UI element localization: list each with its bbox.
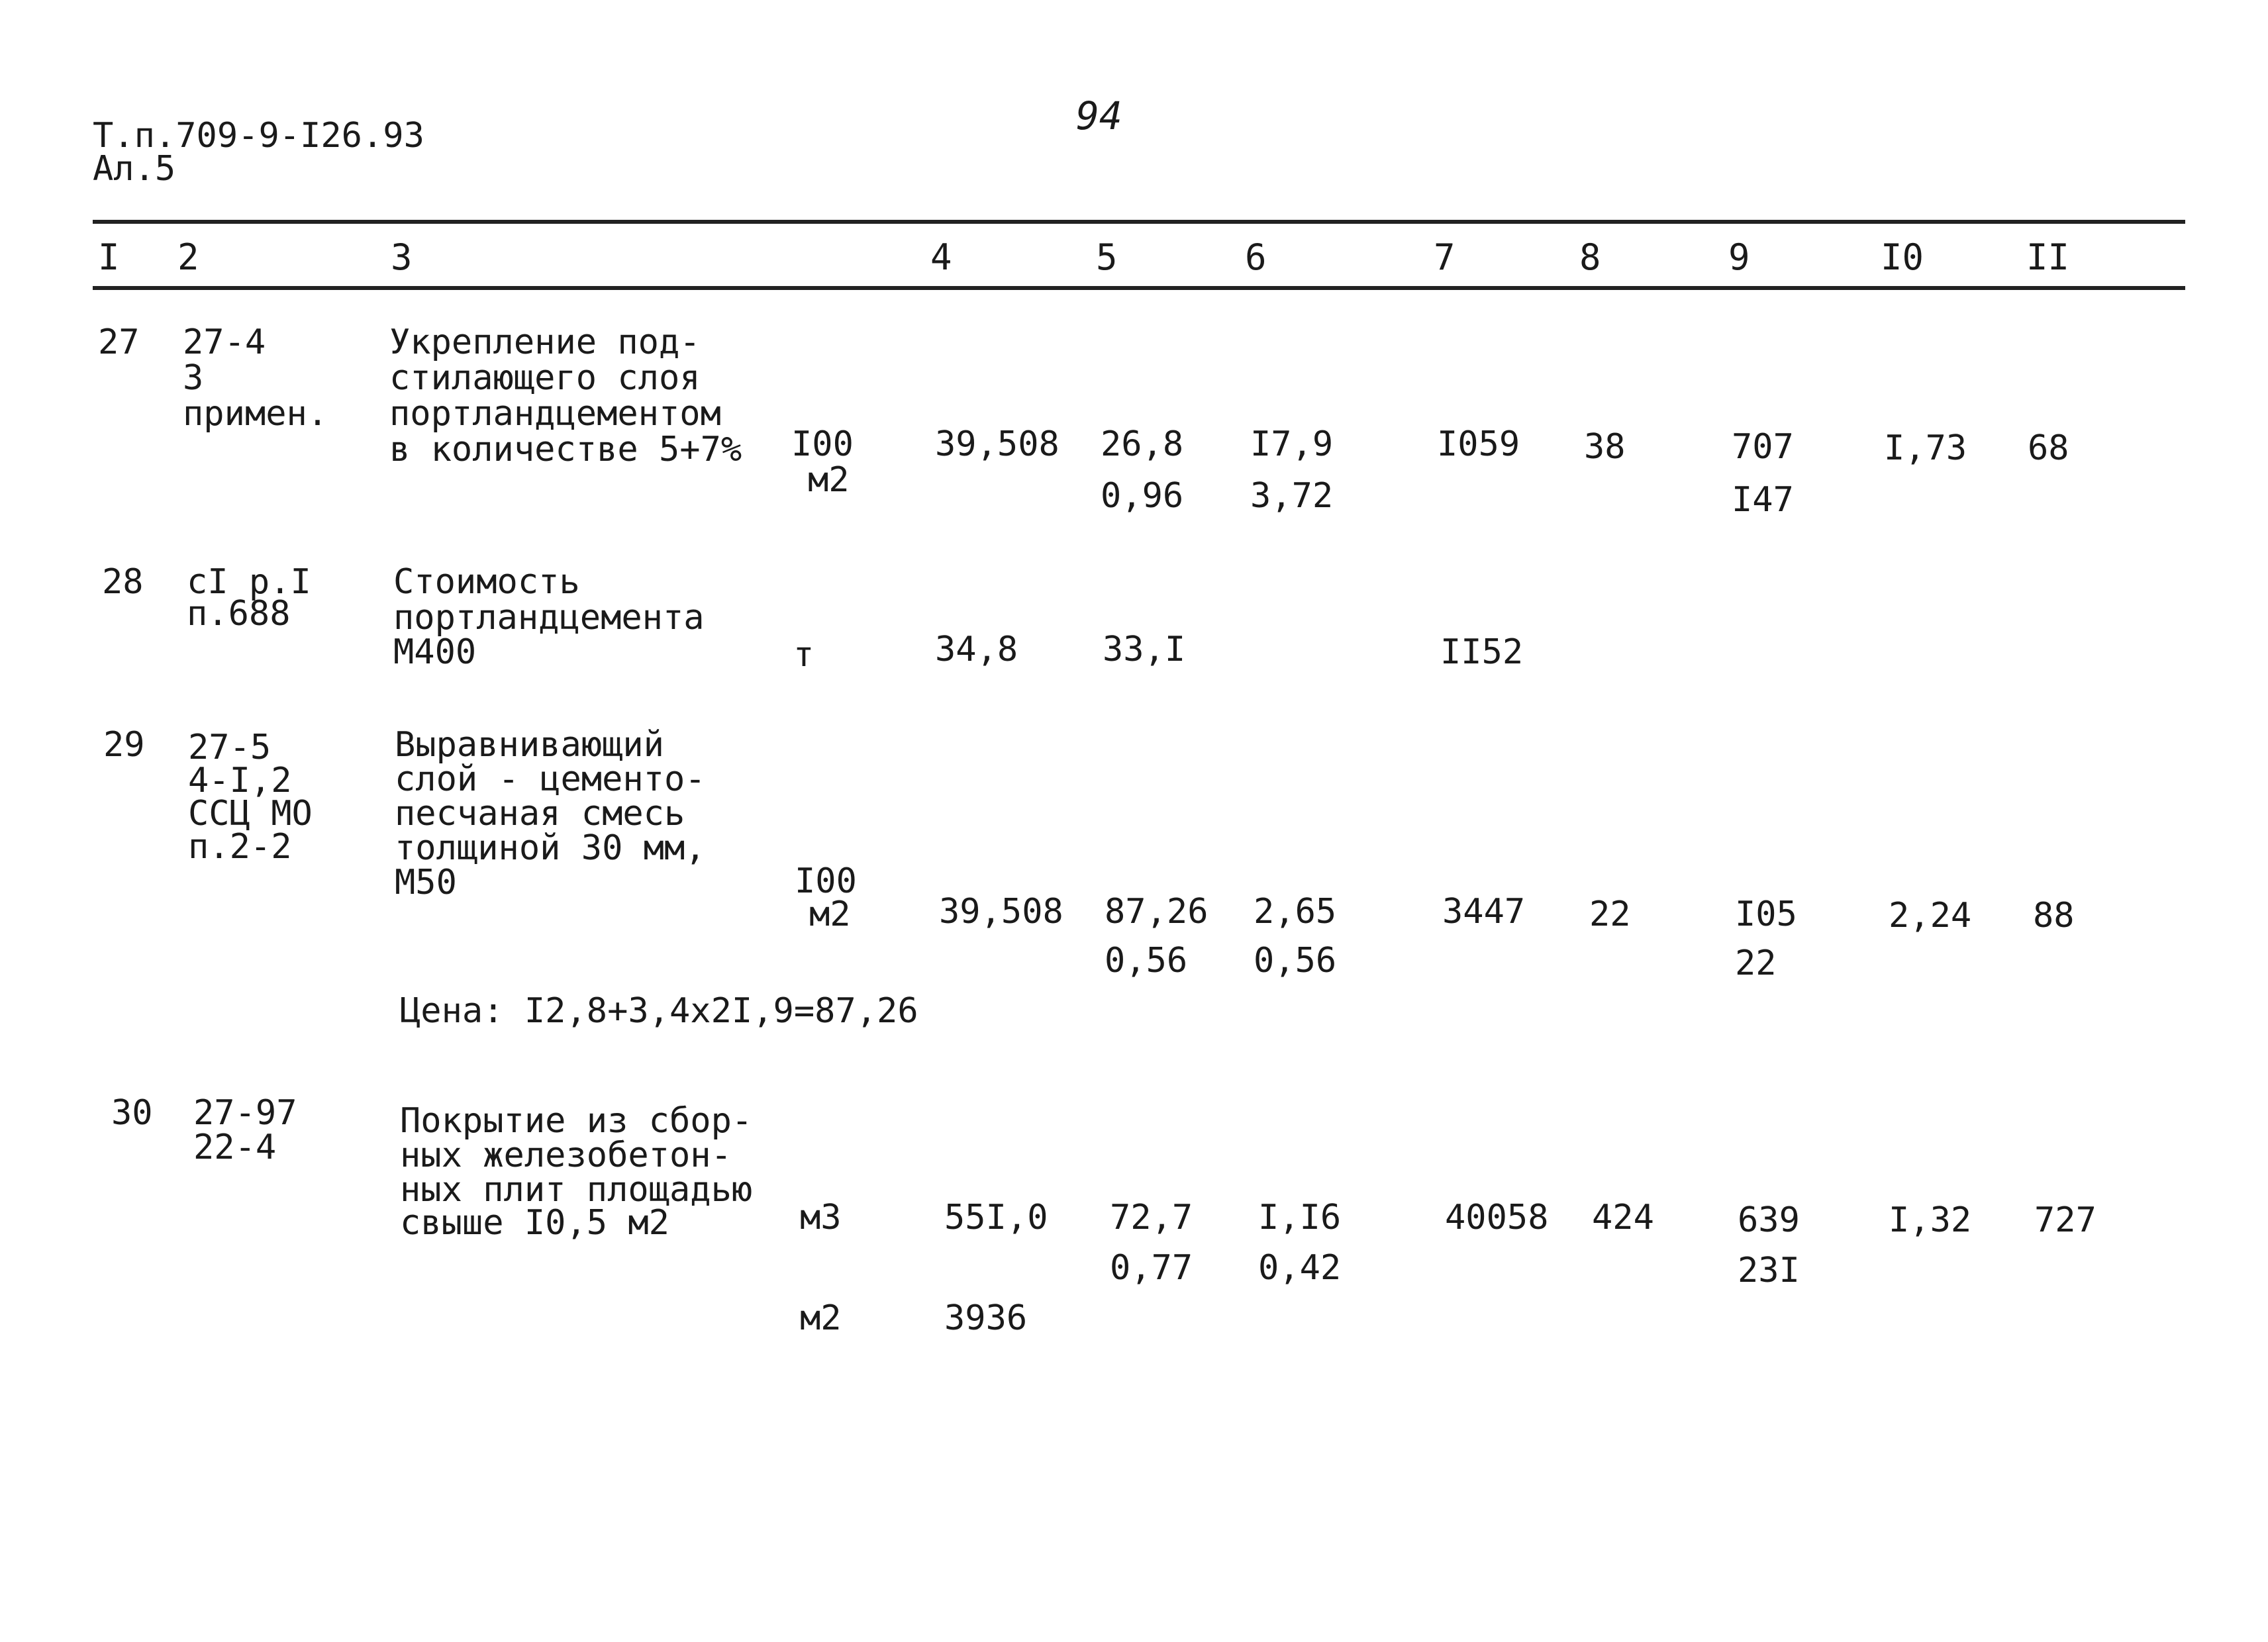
cell-col6: I7,9 [1250,424,1334,464]
page-number: 94 [1076,93,1122,138]
unit: м2 [800,1298,842,1338]
cell-col6: 3,72 [1250,476,1334,516]
unit: м2 [809,894,851,934]
norm-code: ССЦ МО [188,794,313,834]
document-code: Т.п.709-9-I26.93 [93,116,424,156]
work-description: Покрытие из сбор- [400,1101,753,1141]
cell-col9: 707 [1732,427,1794,467]
cell-col5: 26,8 [1101,424,1184,464]
cell-col9: 23I [1738,1251,1800,1290]
work-description: в количестве 5+7% [389,430,742,469]
norm-code: 22-4 [193,1128,277,1167]
price-note: Цена: I2,8+3,4х2I,9=87,26 [400,991,918,1031]
column-header-4: 4 [930,236,952,278]
work-description: Выравнивающий [395,725,664,765]
cell-col8: 22 [1589,894,1631,934]
header-top-rule [93,220,2185,224]
column-header-10: I0 [1881,236,1924,278]
row-number: 27 [98,322,140,362]
cell-col5: 33,I [1103,630,1186,669]
cell-col9: 22 [1735,943,1777,983]
row-number: 29 [103,725,145,765]
cell-col11: 88 [2033,896,2075,936]
cell-col11: 68 [2028,428,2069,468]
cell-col5: 72,7 [1110,1198,1193,1237]
work-description: М50 [395,863,457,902]
cell-col8: 38 [1584,427,1626,467]
norm-code: 3 [183,358,204,398]
cell-col7: II52 [1440,632,1524,672]
work-description: слой - цементо- [395,759,706,799]
cell-col10: I,73 [1884,428,1967,468]
cell-col9: I47 [1732,480,1794,520]
unit: I00 [795,861,857,901]
cell-col5: 0,96 [1101,476,1184,516]
cell-col7: I059 [1437,424,1520,464]
cell-col6: 0,42 [1258,1248,1342,1288]
norm-code: 27-4 [183,322,266,362]
header-bottom-rule [93,286,2185,290]
cell-col11: 727 [2034,1200,2096,1240]
column-header-8: 8 [1579,236,1601,278]
work-description: ных плит площадью [400,1170,753,1210]
unit: т [793,635,814,675]
work-description: ных железобетон- [400,1135,732,1175]
norm-code: п.2-2 [188,827,292,867]
work-description: песчаная смесь [395,794,685,834]
row-number: 30 [111,1093,153,1133]
cell-col10: 2,24 [1889,896,1972,936]
cell-col4: 39,508 [935,424,1060,464]
work-description: свыше I0,5 м2 [400,1203,669,1243]
work-description: портландцемента [393,598,705,638]
cell-col9: 639 [1738,1200,1800,1240]
column-header-7: 7 [1434,236,1455,278]
work-description: Стоимость [393,562,580,602]
work-description: М400 [393,632,477,672]
column-header-1: I [98,236,120,278]
norm-code: 27-5 [188,728,271,767]
cell-col6: I,I6 [1258,1198,1342,1237]
work-description: стилающего слоя [389,358,701,398]
norm-code: 27-97 [193,1093,297,1133]
row-number: 28 [102,562,144,602]
cell-col4: 55I,0 [944,1198,1048,1237]
norm-code: п.688 [187,594,291,634]
cell-col4: 34,8 [935,630,1018,669]
column-header-2: 2 [177,236,199,278]
cell-col6: 0,56 [1254,941,1337,981]
cell-col5: 87,26 [1105,892,1208,932]
album-number: Ал.5 [93,149,176,189]
norm-code: cI p.I [187,562,311,602]
unit: м3 [800,1198,842,1237]
cell-col7: 3447 [1442,892,1526,932]
work-description: толщиной 30 мм, [395,828,706,868]
cell-col5: 0,77 [1110,1248,1193,1288]
cell-col8: 424 [1592,1198,1654,1237]
cell-col10: I,32 [1889,1200,1972,1240]
column-header-6: 6 [1245,236,1267,278]
cell-col9: I05 [1735,894,1797,934]
column-header-9: 9 [1728,236,1750,278]
norm-code: 4-I,2 [188,761,292,800]
cell-col4: 3936 [944,1298,1028,1338]
unit: м2 [808,460,850,500]
column-header-3: 3 [391,236,413,278]
column-header-11: II [2026,236,2070,278]
work-description: Укрепление под- [389,322,701,362]
cell-col5: 0,56 [1105,941,1188,981]
unit: I00 [791,424,854,464]
work-description: портландцементом [389,394,721,434]
column-header-5: 5 [1096,236,1118,278]
cell-col6: 2,65 [1254,892,1337,932]
cell-col7: 40058 [1445,1198,1549,1237]
norm-code: примен. [183,394,328,434]
cell-col4: 39,508 [939,892,1063,932]
